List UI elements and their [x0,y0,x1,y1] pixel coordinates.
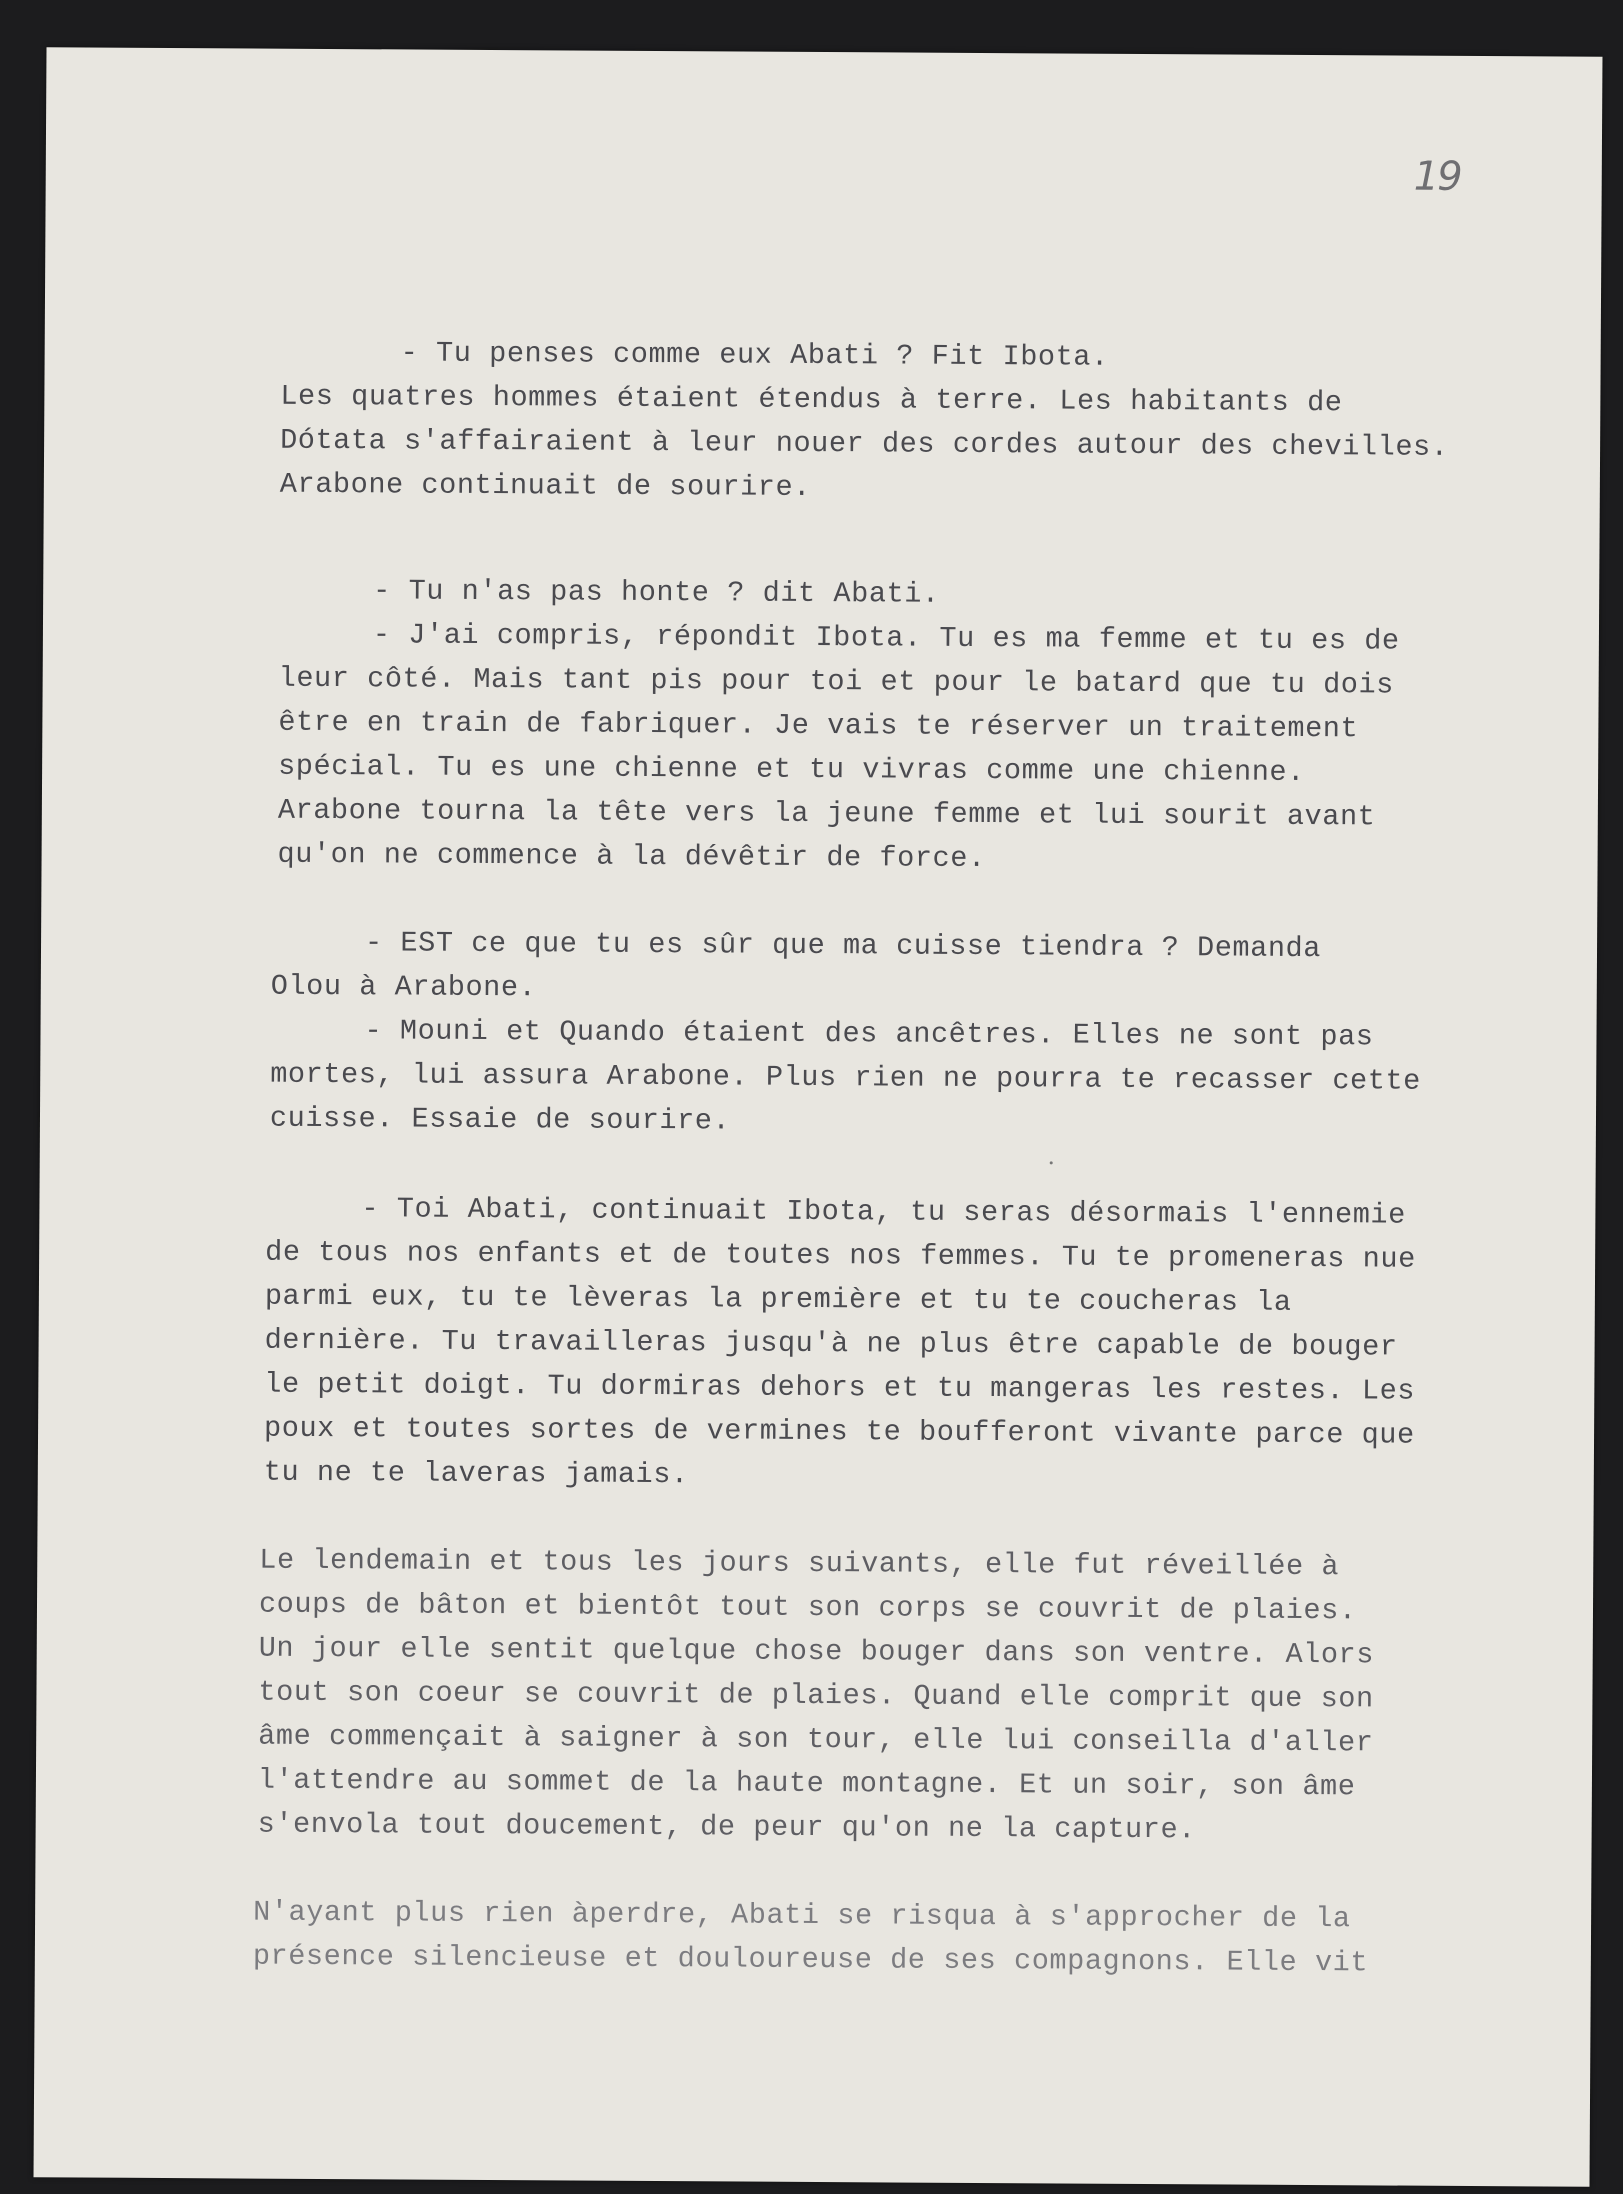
text-line: l'attendre au sommet de la haute montagne. Et un soir, son âme [257,1763,1356,1804]
text-line: présence silencieuse et douloureuse de ses compagnons. Elle vit [252,1939,1369,1980]
text-line: dernière. Tu travailleras jusqu'à ne plus être capable de bouger [264,1323,1398,1364]
text-line: Dótata s'affairaient à leur nouer des cordes autour des chevilles. [280,423,1449,464]
text-line: parmi eux, tu te lèveras la première et tu te coucheras la [264,1279,1292,1319]
text-line: le petit doigt. Tu dormiras dehors et tu mangeras les restes. Les [264,1367,1416,1408]
text-line: spécial. Tu es une chienne et tu vivras comme une chienne. [278,749,1305,789]
text-line: âme commençait à saigner à son tour, elle lui conseilla d'aller [258,1719,1374,1760]
text-line: N'ayant plus rien àperdre, Abati se risqua à s'approcher de la [253,1895,1351,1936]
text-line: coups de bâton et bientôt tout son corps se couvrit de plaies. [258,1587,1357,1628]
text-line: qu'on ne commence à la dévêtir de force. [277,837,986,876]
typed-page [34,47,1603,2186]
text-line: Olou à Arabone. [270,969,537,1005]
text-line: s'envola tout doucement, de peur qu'on ne la capture. [257,1807,1197,1847]
text-line: - Tu n'as pas honte ? dit Abati. [373,574,940,611]
text-line: être en train de fabriquer. Je vais te réserver un traitement [278,705,1359,746]
text-line: tout son coeur se couvrit de plaies. Quand elle comprit que son [258,1675,1374,1716]
text-line: cuisse. Essaie de sourire. [269,1101,731,1138]
text-line: Un jour elle sentit quelque chose bouger dans son ventre. Alors [258,1631,1375,1672]
text-line: de tous nos enfants et de toutes nos femmes. Tu te promeneras nue [265,1235,1416,1276]
text-line: Arabone continuait de sourire. [279,467,812,504]
text-line: Les quatres hommes étaient étendus à terre. Les habitants de [280,379,1343,420]
text-line: tu ne te laveras jamais. [263,1455,689,1492]
ink-speck [1050,1161,1053,1164]
text-line: mortes, lui assura Arabone. Plus rien ne pourra te recasser cette [270,1057,1422,1098]
page-number: 19 [1413,153,1461,200]
text-line: - J'ai compris, répondit Ibota. Tu es ma femme et tu es de [372,618,1400,658]
text-line: poux et toutes sortes de vermines te boufferont vivante parce que [263,1411,1415,1452]
text-line: - Toi Abati, continuait Ibota, tu seras désormais l'ennemie [361,1192,1406,1232]
text-line: leur côté. Mais tant pis pour toi et pour le batard que tu dois [278,661,1395,702]
text-line: - Tu penses comme eux Abati ? Fit Ibota. [400,336,1109,374]
text-line: - EST ce que tu es sûr que ma cuisse tiendra ? Demanda [364,926,1322,966]
text-line: Arabone tourna la tête vers la jeune femme et lui sourit avant [277,793,1376,834]
text-line: Le lendemain et tous les jours suivants, elle fut réveillée à [259,1543,1340,1584]
text-line: - Mouni et Quando étaient des ancêtres. Elles ne sont pas [364,1014,1374,1054]
